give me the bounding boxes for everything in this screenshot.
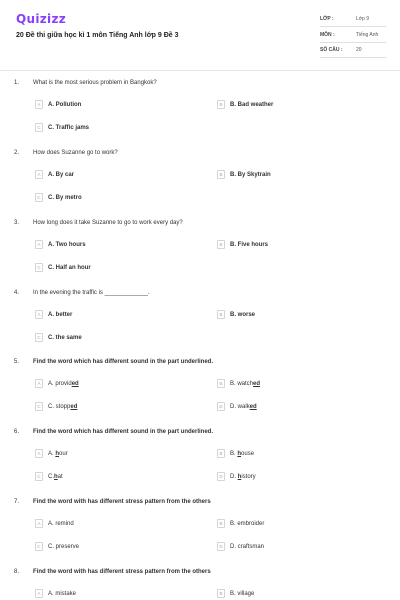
option-text: A. provid (48, 380, 72, 387)
option-label (48, 474, 63, 480)
option-letter-box: A (35, 379, 43, 388)
question-text: What is the most serious problem in Bangkok? (33, 80, 157, 86)
meta-subject-label: MÔN : (320, 32, 335, 38)
option-d[interactable] (217, 541, 264, 552)
option-letter-box: A (35, 589, 43, 598)
option-letter-box: B (217, 100, 225, 109)
option-c[interactable] (35, 401, 77, 412)
option-text: B. (230, 450, 238, 457)
option-letter-box: A (35, 519, 43, 528)
option-a[interactable] (35, 239, 86, 250)
option-d[interactable] (217, 401, 257, 412)
option-text-rest: ouse (241, 450, 255, 457)
option-b[interactable] (217, 588, 254, 599)
option-text-rest: istory (241, 473, 256, 480)
option-label: D. craftsman (230, 543, 265, 550)
option-label: B. Bad weather (230, 101, 274, 108)
option-label (48, 404, 77, 410)
option-text: C. (48, 473, 54, 480)
option-label (230, 474, 256, 480)
option-text-rest: our (59, 450, 68, 457)
underlined-part: h (55, 450, 60, 457)
option-letter-box: C (35, 123, 43, 132)
option-letter-box: D (217, 472, 225, 481)
option-label (230, 381, 260, 387)
question-text: In the evening the traffic is _____________. (33, 290, 150, 296)
meta-grade-value: Lớp 9 (356, 16, 370, 22)
meta-count-value: 20 (356, 47, 362, 53)
question-number: 7. (14, 499, 20, 505)
underlined-part: h (54, 473, 58, 480)
option-label: A. remind (48, 520, 74, 527)
option-text: D. (230, 473, 238, 480)
option-letter-box: C (35, 333, 43, 342)
option-d[interactable] (217, 471, 256, 482)
option-label: C. Half an hour (48, 264, 91, 271)
option-label: B. By Skytrain (230, 171, 271, 178)
option-letter-box: B (217, 379, 225, 388)
worksheet-header (0, 0, 400, 71)
option-letter-box: A (35, 170, 43, 179)
option-label (48, 381, 79, 387)
option-letter-box: D (217, 542, 225, 551)
underlined-part: ed (249, 403, 257, 410)
option-letter-box: A (35, 240, 43, 249)
meta-divider (320, 26, 386, 27)
option-text: A. (48, 450, 56, 457)
option-label: C. By metro (48, 194, 82, 201)
option-label: A. By car (48, 171, 75, 178)
option-c[interactable] (35, 332, 82, 343)
option-letter-box: A (35, 449, 43, 458)
meta-divider (320, 57, 386, 58)
question-number: 3. (14, 220, 20, 226)
option-a[interactable] (35, 448, 68, 459)
option-label (48, 451, 68, 457)
option-text: B. watch (230, 380, 254, 387)
option-letter-box: B (217, 519, 225, 528)
question-number: 1. (14, 80, 20, 86)
option-letter-box: C (35, 402, 43, 411)
option-a[interactable] (35, 309, 72, 320)
option-b[interactable] (217, 448, 254, 459)
option-c[interactable] (35, 192, 82, 203)
option-label: B. embroider (230, 520, 265, 527)
underlined-part: h (237, 450, 242, 457)
question-number: 5. (14, 359, 20, 365)
worksheet-title: 20 Đề thi giữa học kì 1 môn Tiếng Anh lớp 9 Đề 3 (16, 32, 179, 39)
option-a[interactable] (35, 169, 74, 180)
option-text: C. stopp (48, 403, 71, 410)
option-c[interactable] (35, 541, 79, 552)
option-label: B. worse (230, 311, 256, 318)
option-a[interactable] (35, 99, 81, 110)
underlined-part: ed (253, 380, 261, 387)
option-label: A. Two hours (48, 241, 86, 248)
option-label (230, 451, 254, 457)
option-label: C. the same (48, 334, 82, 341)
option-label: B. Five hours (230, 241, 269, 248)
option-label: A. Pollution (48, 101, 82, 108)
option-text: D. walk (230, 403, 250, 410)
option-label: A. mistake (48, 590, 77, 597)
option-b[interactable] (217, 169, 271, 180)
option-letter-box: B (217, 310, 225, 319)
option-label: A. better (48, 311, 73, 318)
option-letter-box: B (217, 240, 225, 249)
option-letter-box: A (35, 100, 43, 109)
question-text: Find the word which has different sound in the part underlined. (33, 359, 214, 365)
quizizz-logo: Quizizz (16, 12, 67, 26)
option-c[interactable] (35, 471, 63, 482)
option-letter-box: C (35, 472, 43, 481)
meta-divider (320, 42, 386, 43)
option-letter-box: C (35, 263, 43, 272)
option-b[interactable] (217, 239, 268, 250)
question-text: Find the word with has different stress pattern from the others (33, 499, 211, 505)
option-letter-box: B (217, 589, 225, 598)
option-letter-box: B (217, 449, 225, 458)
option-letter-box: A (35, 310, 43, 319)
question-number: 2. (14, 150, 20, 156)
underlined-part: ed (70, 403, 78, 410)
underlined-part: ed (71, 380, 79, 387)
option-text-rest: at (57, 473, 63, 480)
meta-subject-value: Tiếng Anh (356, 32, 379, 38)
option-label: C. preserve (48, 543, 80, 550)
meta-count-label: SỐ CÂU : (320, 47, 343, 53)
question-text: How long does it take Suzanne to go to work every day? (33, 220, 183, 226)
underlined-part: h (237, 473, 242, 480)
question-number: 6. (14, 429, 20, 435)
option-label: C. Traffic jams (48, 124, 90, 131)
question-number: 4. (14, 290, 20, 296)
option-letter-box: D (217, 402, 225, 411)
option-b[interactable] (217, 378, 260, 389)
option-b[interactable] (217, 518, 264, 529)
option-a[interactable] (35, 378, 79, 389)
question-number: 8. (14, 569, 20, 575)
question-text: How does Suzanne go to work? (33, 150, 118, 156)
question-text: Find the word with has different stress pattern from the others (33, 569, 211, 575)
option-c[interactable] (35, 262, 91, 273)
meta-grade-label: LỚP : (320, 16, 334, 22)
option-a[interactable] (35, 588, 76, 599)
option-c[interactable] (35, 122, 89, 133)
question-text: Find the word which has different sound in the part underlined. (33, 429, 214, 435)
option-letter-box: B (217, 170, 225, 179)
option-b[interactable] (217, 309, 255, 320)
option-label (230, 404, 257, 410)
option-label: B. village (230, 590, 255, 597)
option-letter-box: C (35, 542, 43, 551)
option-b[interactable] (217, 99, 273, 110)
option-letter-box: C (35, 193, 43, 202)
option-a[interactable] (35, 518, 74, 529)
